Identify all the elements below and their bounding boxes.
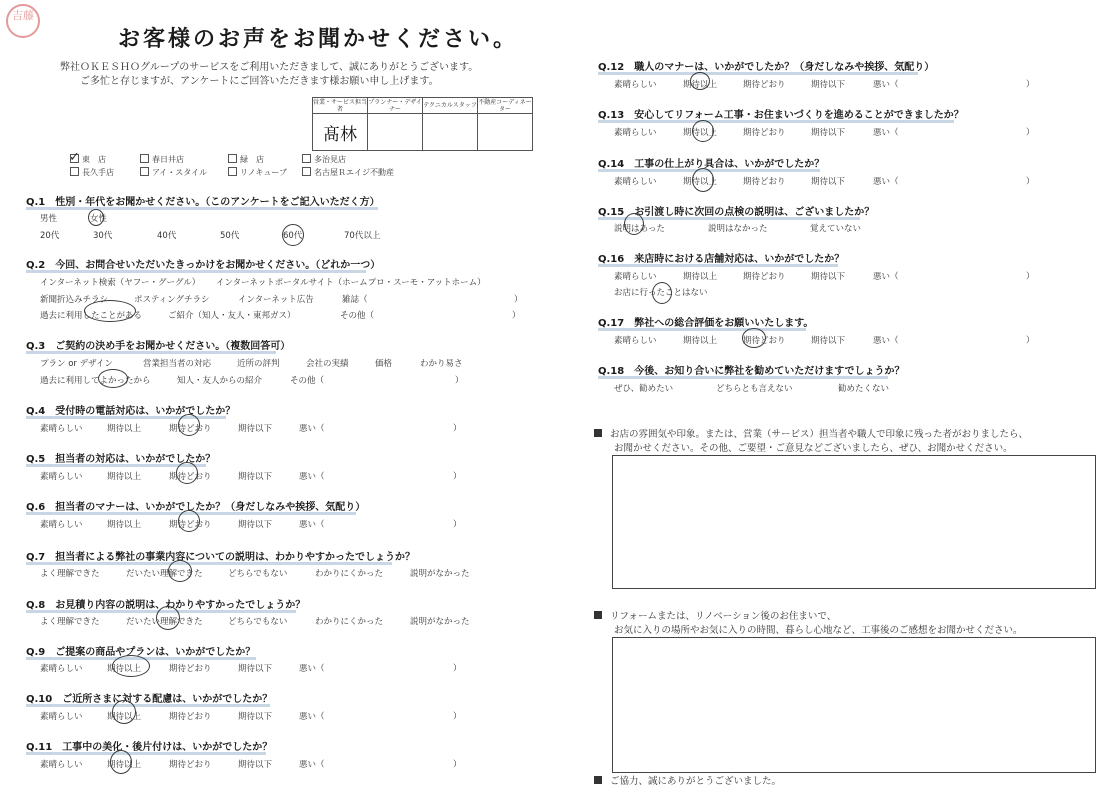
question-q5: Q.5 担当者の対応は、いかがでしたか？ bbox=[26, 454, 216, 465]
option[interactable]: わかりにくかった bbox=[315, 617, 384, 627]
answer-circle bbox=[112, 655, 150, 677]
staff-header-technical: テクニカルスタッフ bbox=[423, 98, 478, 114]
option[interactable]: 素晴らしい bbox=[614, 336, 657, 346]
option[interactable]: 過去に利用してよかったから bbox=[40, 376, 151, 386]
store-label: 緑 店 bbox=[240, 155, 264, 164]
option[interactable]: 男性 bbox=[40, 214, 58, 224]
option[interactable]: 期待以上 bbox=[683, 177, 718, 187]
store-option[interactable] bbox=[228, 154, 264, 165]
option[interactable]: 雑誌（ bbox=[342, 295, 368, 305]
option[interactable]: 期待以上 bbox=[683, 128, 718, 138]
answer-circle bbox=[88, 209, 104, 226]
option[interactable]: ご紹介（知人・友人・東邦ガス） bbox=[168, 311, 296, 321]
option[interactable]: 期待以下 bbox=[238, 424, 273, 434]
store-label: 春日井店 bbox=[152, 155, 184, 164]
answer-circle bbox=[178, 414, 200, 436]
option[interactable]: どちらとも言えない bbox=[716, 384, 793, 394]
option[interactable]: 素晴らしい bbox=[40, 520, 83, 530]
option: ） bbox=[1026, 177, 1035, 187]
option: ） bbox=[453, 712, 462, 722]
option[interactable]: 期待どおり bbox=[169, 712, 212, 722]
option[interactable]: 素晴らしい bbox=[40, 424, 83, 434]
store-option[interactable] bbox=[228, 167, 287, 178]
option: ） bbox=[512, 311, 521, 321]
checkbox-checked[interactable] bbox=[69, 150, 80, 165]
seal-stamp bbox=[6, 4, 40, 38]
answer-circle bbox=[112, 700, 136, 724]
option[interactable]: どちらでもない bbox=[228, 617, 288, 627]
answer-circle bbox=[110, 750, 132, 774]
store-label: リノキューブ bbox=[240, 168, 287, 177]
staff-table bbox=[312, 97, 533, 151]
option[interactable]: 悪い（ bbox=[299, 664, 325, 674]
option[interactable]: 期待以上 bbox=[107, 472, 142, 482]
checkbox[interactable] bbox=[302, 167, 311, 176]
option[interactable]: その他（ bbox=[290, 376, 325, 386]
option[interactable]: 営業担当者の対応 bbox=[143, 359, 212, 369]
page-title: お客様のお声をお聞かせください。 bbox=[118, 27, 519, 52]
intro-line-2: ご多忙と存じますが、アンケートにご回答いただきます様お願い申し上げます。 bbox=[80, 76, 439, 87]
bullet-square-icon bbox=[594, 611, 602, 619]
question-q13: Q.13 安心してリフォーム工事・お住まいづくりを進めることができましたか？ bbox=[598, 110, 964, 121]
store-option[interactable] bbox=[140, 154, 184, 165]
option[interactable]: よく理解できた bbox=[40, 569, 100, 579]
option: ） bbox=[453, 664, 462, 674]
option[interactable]: 期待以上 bbox=[683, 80, 718, 90]
option[interactable]: 70代以上 bbox=[344, 231, 381, 241]
option[interactable]: 説明はあった bbox=[614, 224, 665, 234]
checkbox[interactable] bbox=[302, 154, 311, 163]
option[interactable]: 悪い（ bbox=[873, 80, 899, 90]
question-q1: Q.1 性別・年代をお聞かせください。（このアンケートをご記入いただく方） bbox=[26, 197, 380, 208]
option: ） bbox=[1026, 128, 1035, 138]
option[interactable]: だいたい理解できた bbox=[126, 617, 203, 627]
option[interactable]: 期待以下 bbox=[811, 128, 846, 138]
option[interactable]: 期待以下 bbox=[238, 664, 273, 674]
comment-prompt-2b: お気に入りの場所やお気に入りの時間、暮らし心地など、工事後のご感想をお聞かせください。 bbox=[614, 625, 1023, 636]
option[interactable]: 悪い（ bbox=[299, 424, 325, 434]
option[interactable]: インターネットポータルサイト（ホームプロ・スーモ・アットホーム） bbox=[216, 278, 486, 288]
option[interactable]: インターネット広告 bbox=[238, 295, 314, 305]
question-q8: Q.8 お見積り内容の説明は、わかりやすかったでしょうか？ bbox=[26, 600, 306, 611]
thanks-line: ご協力、誠にありがとうございました。 bbox=[594, 773, 781, 787]
option[interactable]: 悪い（ bbox=[873, 128, 899, 138]
question-q11: Q.11 工事中の美化・後片付けは、いかがでしたか？ bbox=[26, 742, 273, 753]
option[interactable]: 悪い（ bbox=[299, 472, 325, 482]
answer-circle bbox=[178, 510, 200, 532]
question-q18: Q.18 今後、お知り合いに弊社を勧めていただけますでしょうか？ bbox=[598, 366, 905, 377]
option[interactable]: 期待どおり bbox=[169, 664, 212, 674]
staff-header-sales: 営業・サービス担当者 bbox=[313, 98, 368, 113]
option[interactable]: 悪い（ bbox=[299, 520, 325, 530]
option: ） bbox=[453, 424, 462, 434]
option[interactable]: 説明がなかった bbox=[410, 617, 470, 627]
option[interactable]: 期待どおり bbox=[169, 424, 212, 434]
seal-stamp-text: 吉藤 bbox=[12, 9, 34, 22]
option[interactable]: 説明がなかった bbox=[410, 569, 470, 579]
store-label: アイ・スタイル bbox=[152, 168, 208, 177]
option[interactable]: 期待どおり bbox=[169, 472, 212, 482]
comment-box-1[interactable] bbox=[612, 455, 1096, 589]
question-q3: Q.3 ご契約の決め手をお聞かせください。（複数回答可） bbox=[26, 341, 291, 352]
question-q6: Q.6 担当者のマナーは、いかがでしたか？（身だしなみや挨拶、気配り） bbox=[26, 502, 366, 513]
option[interactable]: どちらでもない bbox=[228, 569, 288, 579]
option[interactable]: 期待以上 bbox=[683, 272, 718, 282]
comment-box-2[interactable] bbox=[612, 637, 1096, 773]
comment-prompt-2: リフォームまたは、リノベーション後のお住まいで、 bbox=[594, 608, 836, 622]
option[interactable]: 40代 bbox=[157, 231, 177, 241]
option[interactable]: 期待以下 bbox=[238, 472, 273, 482]
answer-circle bbox=[692, 120, 714, 142]
option[interactable]: わかり易さ bbox=[420, 359, 463, 369]
option[interactable]: 期待どおり bbox=[169, 520, 212, 530]
option[interactable]: 期待以下 bbox=[811, 336, 846, 346]
option[interactable]: 過去に利用したことがある bbox=[40, 311, 143, 321]
answer-circle bbox=[98, 369, 128, 388]
option[interactable]: 期待どおり bbox=[743, 80, 786, 90]
staff-planner-cell bbox=[368, 114, 423, 151]
question-q4: Q.4 受付時の電話対応は、いかがでしたか？ bbox=[26, 406, 236, 417]
option: ） bbox=[1026, 272, 1035, 282]
option: ） bbox=[1026, 80, 1035, 90]
option[interactable]: 期待以上 bbox=[107, 520, 142, 530]
option[interactable]: 期待どおり bbox=[743, 336, 786, 346]
question-q10: Q.10 ご近所さまに対する配慮は、いかがでしたか？ bbox=[26, 694, 273, 705]
option[interactable]: お店に行ったことはない bbox=[614, 288, 708, 298]
question-q16: Q.16 来店時における店舗対応は、いかがでしたか？ bbox=[598, 254, 845, 265]
checkbox[interactable] bbox=[70, 167, 79, 176]
store-label: 長久手店 bbox=[82, 168, 114, 177]
option[interactable]: その他（ bbox=[340, 311, 375, 321]
option[interactable]: 素晴らしい bbox=[614, 80, 657, 90]
option[interactable]: 悪い（ bbox=[873, 336, 899, 346]
option: ） bbox=[453, 472, 462, 482]
answer-circle bbox=[168, 560, 192, 582]
store-label: 東 店 bbox=[82, 155, 106, 164]
question-q14: Q.14 工事の仕上がり具合は、いかがでしたか？ bbox=[598, 159, 825, 170]
store-label: 多治見店 bbox=[314, 155, 346, 164]
answer-circle bbox=[624, 213, 644, 235]
question-q15: Q.15 お引渡し時に次回の点検の説明は、ございましたか？ bbox=[598, 207, 875, 218]
question-q17: Q.17 弊社への総合評価をお願いいたします。 bbox=[598, 318, 814, 329]
store-option[interactable] bbox=[70, 167, 114, 178]
option[interactable]: 期待以下 bbox=[811, 80, 846, 90]
store-option[interactable] bbox=[69, 150, 106, 165]
option[interactable]: 期待どおり bbox=[743, 177, 786, 187]
answer-circle bbox=[176, 462, 198, 484]
option[interactable]: よく理解できた bbox=[40, 617, 100, 627]
option[interactable]: 20代 bbox=[40, 231, 60, 241]
option[interactable]: 会社の実績 bbox=[306, 359, 349, 369]
option: ） bbox=[453, 760, 462, 770]
option[interactable]: 期待以上 bbox=[107, 424, 142, 434]
staff-technical-cell bbox=[423, 114, 478, 151]
answer-circle bbox=[84, 300, 136, 322]
option[interactable]: インターネット検索（ヤフー・グーグル） bbox=[40, 278, 201, 288]
option[interactable]: わかりにくかった bbox=[315, 569, 384, 579]
checkbox[interactable] bbox=[140, 167, 149, 176]
option[interactable]: 期待以下 bbox=[811, 177, 846, 187]
option[interactable]: 期待以上 bbox=[107, 760, 142, 770]
option[interactable]: 期待以上 bbox=[107, 664, 142, 674]
option[interactable]: ポスティングチラシ bbox=[134, 295, 210, 305]
bullet-square-icon bbox=[594, 776, 602, 784]
option[interactable]: 悪い（ bbox=[299, 760, 325, 770]
option[interactable]: 期待以上 bbox=[683, 336, 718, 346]
staff-sales-name: 髙林 bbox=[313, 114, 368, 151]
option[interactable]: 期待どおり bbox=[743, 128, 786, 138]
checkbox[interactable] bbox=[228, 154, 237, 163]
checkbox[interactable] bbox=[228, 167, 237, 176]
option: ） bbox=[455, 376, 464, 386]
option[interactable]: 50代 bbox=[220, 231, 240, 241]
answer-circle bbox=[156, 606, 180, 630]
option[interactable]: 価格 bbox=[375, 359, 393, 369]
option[interactable]: 素晴らしい bbox=[614, 272, 657, 282]
question-q7: Q.7 担当者による弊社の事業内容についての説明は、わかりやすかったでしょうか？ bbox=[26, 552, 416, 563]
option[interactable]: ぜひ、勧めたい bbox=[614, 384, 674, 394]
option[interactable]: 30代 bbox=[93, 231, 113, 241]
option: ） bbox=[453, 520, 462, 530]
option[interactable]: 覚えていない bbox=[810, 224, 862, 234]
option[interactable]: 近所の評判 bbox=[237, 359, 280, 369]
option[interactable]: プラン or デザイン bbox=[40, 359, 114, 369]
answer-circle bbox=[692, 168, 714, 192]
option[interactable]: 素晴らしい bbox=[40, 472, 83, 482]
store-option[interactable] bbox=[302, 167, 394, 178]
option[interactable]: 素晴らしい bbox=[40, 760, 83, 770]
option[interactable]: だいたい理解できた bbox=[126, 569, 203, 579]
option: ） bbox=[1026, 336, 1035, 346]
checkbox[interactable] bbox=[140, 154, 149, 163]
option[interactable]: 新聞折込みチラシ bbox=[40, 295, 109, 305]
staff-realestate-cell bbox=[478, 114, 533, 151]
staff-header-realestate: 不動産コーディネーター bbox=[478, 98, 532, 113]
store-label: 名古屋Ｒエイジ不動産 bbox=[314, 168, 394, 177]
option[interactable]: 悪い（ bbox=[873, 177, 899, 187]
intro-line-1: 弊社ＯＫＥＳＨＯグループのサービスをご利用いただきまして、誠にありがとうございます。 bbox=[60, 62, 479, 73]
option[interactable]: 説明はなかった bbox=[708, 224, 768, 234]
option[interactable]: 知人・友人からの紹介 bbox=[177, 376, 263, 386]
option[interactable]: 悪い（ bbox=[299, 712, 325, 722]
store-option[interactable] bbox=[302, 154, 346, 165]
option[interactable]: 期待以下 bbox=[238, 520, 273, 530]
checkmark-icon: ✓ bbox=[69, 150, 80, 165]
option[interactable]: 期待以下 bbox=[238, 712, 273, 722]
option[interactable]: 期待以下 bbox=[811, 272, 846, 282]
option[interactable]: 60代 bbox=[283, 231, 303, 241]
answer-circle bbox=[742, 328, 766, 348]
answer-circle bbox=[690, 72, 710, 90]
answer-circle bbox=[652, 282, 672, 304]
question-q9: Q.9 ご提案の商品やプランは、いかがでしたか？ bbox=[26, 647, 256, 658]
staff-header-planner: プランナー・デザイナー bbox=[368, 98, 422, 113]
option: ） bbox=[514, 295, 523, 305]
comment-prompt-1b: お聞かせください。その他、ご要望・ご意見などございましたら、ぜひ、お聞かせください。 bbox=[614, 443, 1013, 454]
option[interactable]: 素晴らしい bbox=[614, 177, 657, 187]
option[interactable]: 素晴らしい bbox=[614, 128, 657, 138]
option[interactable]: 女性 bbox=[90, 214, 108, 224]
option[interactable]: 勧めたくない bbox=[838, 384, 890, 394]
option[interactable]: 期待以上 bbox=[107, 712, 142, 722]
comment-prompt-1: お店の雰囲気や印象。または、営業（サービス）担当者や職人で印象に残った者がおりましたら、 bbox=[594, 426, 1028, 440]
option[interactable]: 期待以下 bbox=[238, 760, 273, 770]
option[interactable]: 素晴らしい bbox=[40, 664, 83, 674]
question-q12: Q.12 職人のマナーは、いかがでしたか？（身だしなみや挨拶、気配り） bbox=[598, 62, 935, 73]
option[interactable]: 素晴らしい bbox=[40, 712, 83, 722]
answer-circle bbox=[282, 224, 304, 246]
option[interactable]: 悪い（ bbox=[873, 272, 899, 282]
store-option[interactable] bbox=[140, 167, 207, 178]
option[interactable]: 期待どおり bbox=[743, 272, 786, 282]
question-q2: Q.2 今回、お問合せいただいたきっかけをお聞かせください。（どれか一つ） bbox=[26, 260, 381, 271]
option[interactable]: 期待どおり bbox=[169, 760, 212, 770]
bullet-square-icon bbox=[594, 429, 602, 437]
